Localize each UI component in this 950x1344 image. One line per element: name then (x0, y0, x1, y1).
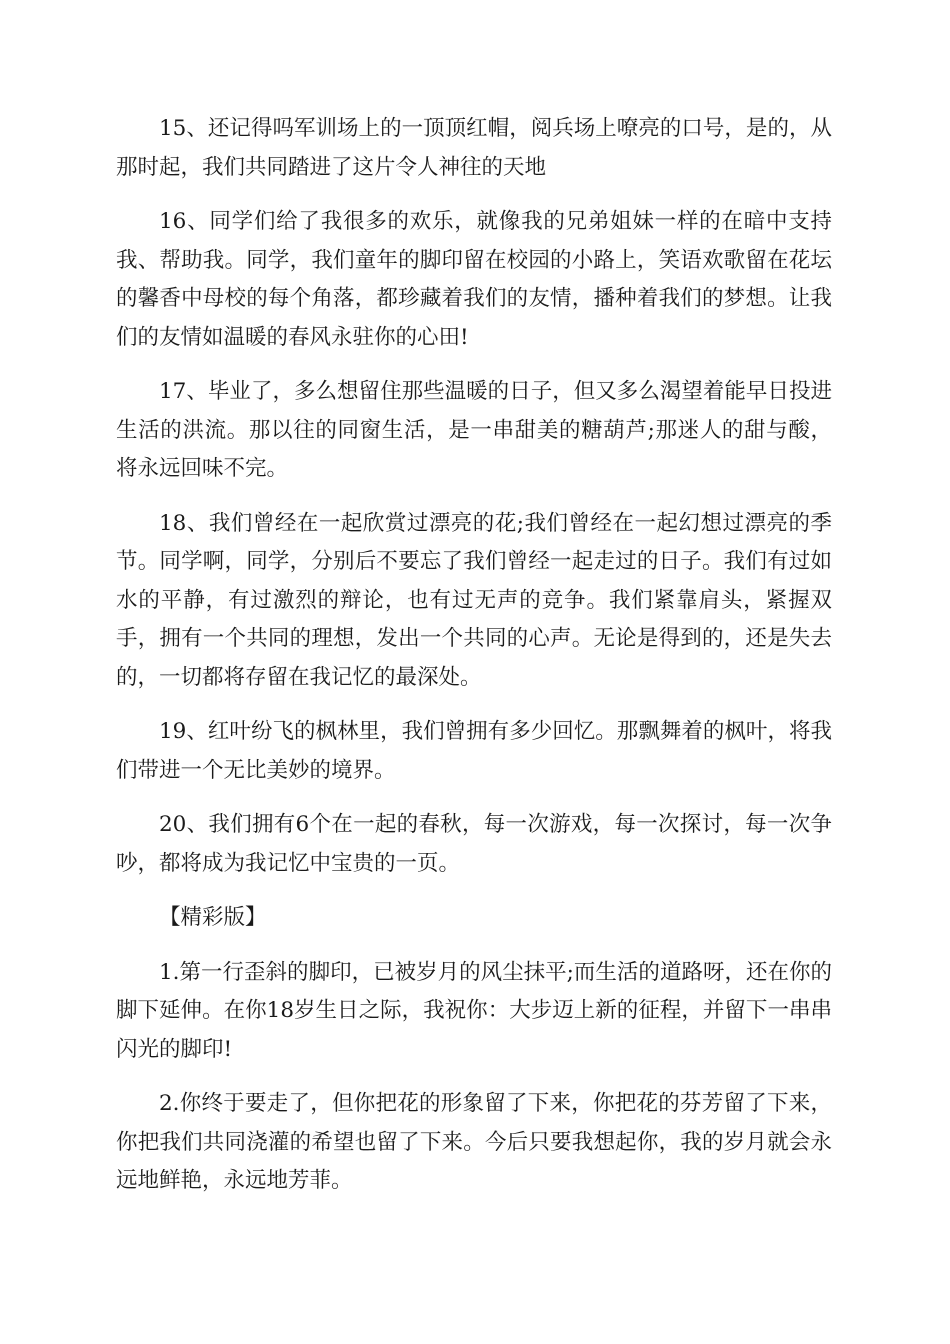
section-heading: 【精彩版】 (159, 905, 267, 930)
paragraph-18: 18、我们曾经在一起欣赏过漂亮的花;我们曾经在一起幻想过漂亮的季节。同学啊，同学，分别后不要忘了我们曾经一起走过的日子。我们有过如水的平静，有过激烈的辩论，也有过无声的竞争。我们紧靠肩头，紧握双手，拥有一个共同的理想，发出一个共同的心声。无论是得到的，还是失去的，一切都将存留在我记忆的最深处。 (116, 510, 832, 690)
paragraph-15: 15、还记得吗军训场上的一顶顶红帽，阅兵场上嘹亮的口号，是的，从那时起，我们共同踏进了这片令人神往的天地 (116, 116, 832, 180)
paragraph-19: 19、红叶纷飞的枫林里，我们曾拥有多少回忆。那飘舞着的枫叶，将我们带进一个无比美妙的境界。 (116, 719, 832, 783)
paragraph-20: 20、我们拥有6个在一起的春秋，每一次游戏，每一次探讨，每一次争吵，都将成为我记忆中宝贵的一页。 (116, 812, 832, 876)
section-paragraph-1: 1.第一行歪斜的脚印，已被岁月的风尘抹平;而生活的道路呀，还在你的脚下延伸。在你18岁生日之际，我祝你：大步迈上新的征程，并留下一串串闪光的脚印! (116, 959, 832, 1062)
document-page (116, 110, 832, 1217)
paragraph-16: 16、同学们给了我很多的欢乐，就像我的兄弟姐妹一样的在暗中支持我、帮助我。同学，我们童年的脚印留在校园的小路上，笑语欢歌留在花坛的馨香中母校的每个角落，都珍藏着我们的友情，播种着我们的梦想。让我们的友情如温暖的春风永驻你的心田! (116, 209, 832, 350)
section-paragraph-2: 2.你终于要走了，但你把花的形象留了下来，你把花的芬芳留了下来，你把我们共同浇灌的希望也留了下来。今后只要我想起你，我的岁月就会永远地鲜艳，永远地芳菲。 (116, 1091, 832, 1193)
paragraph-17: 17、毕业了，多么想留住那些温暖的日子，但又多么渴望着能早日投进生活的洪流。那以往的同窗生活，是一串甜美的糖葫芦;那迷人的甜与酸，将永远回味不完。 (116, 379, 832, 481)
